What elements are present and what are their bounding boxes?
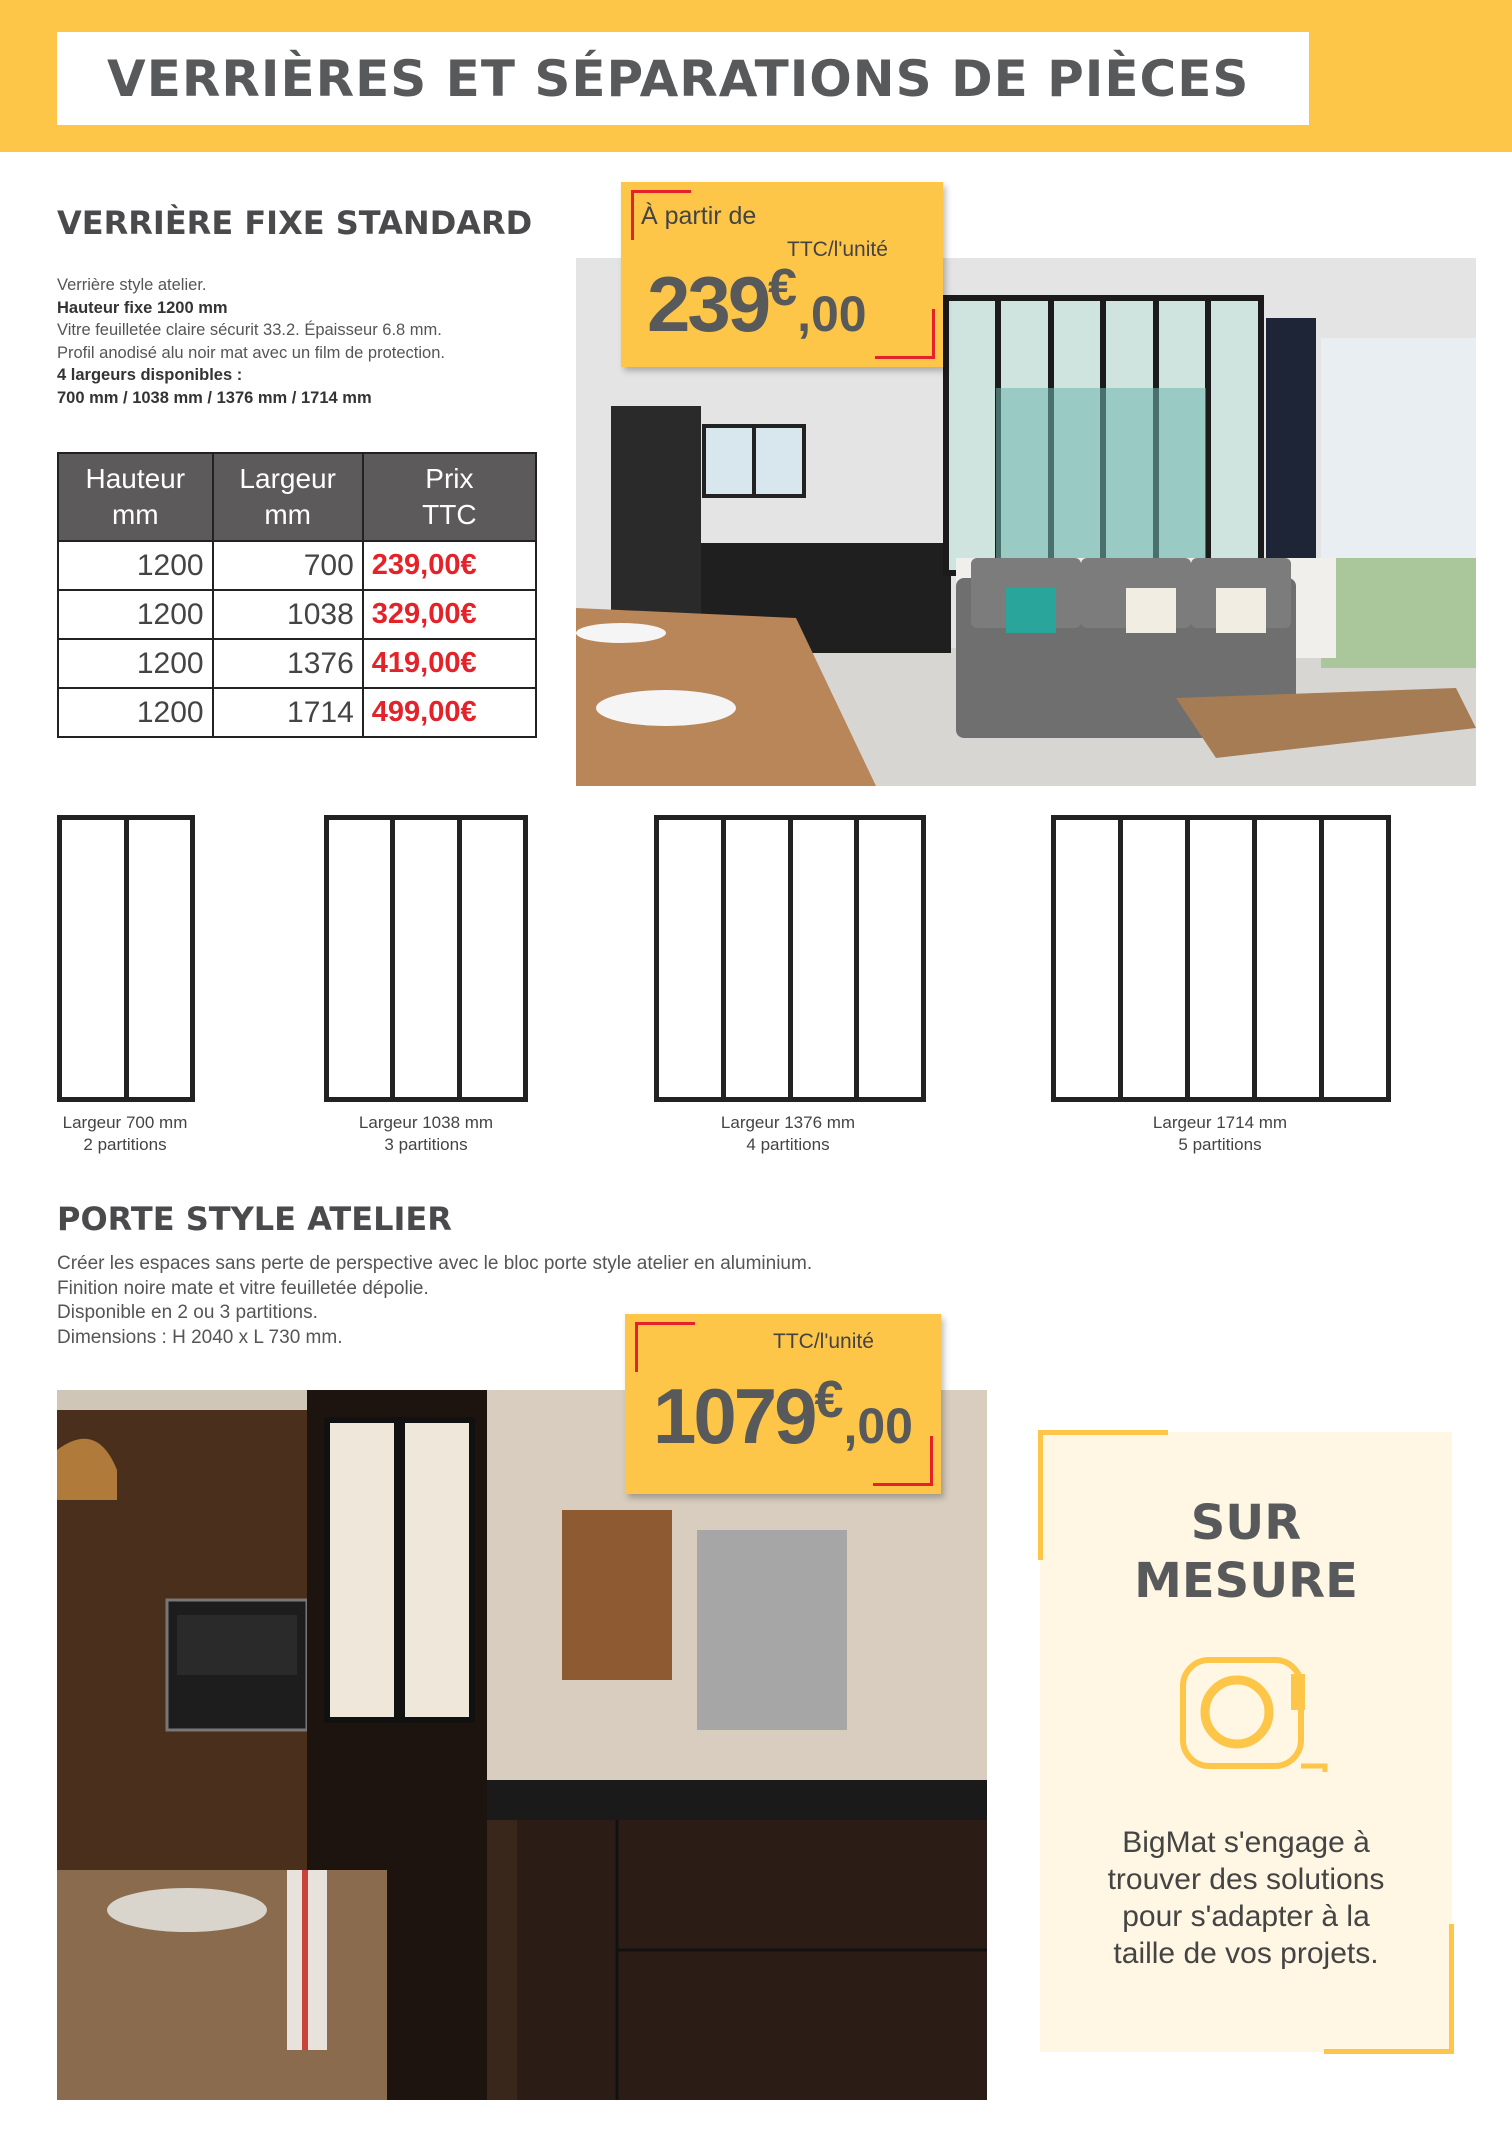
table-row [58,639,536,688]
sur-mesure-text [1040,1824,1452,1972]
desc-line: Profil anodisé alu noir mat avec un film de protection. [57,343,445,362]
cell-prix: 419,00€ [363,639,536,688]
desc-line: 700 mm / 1038 mm / 1376 mm / 1714 mm [57,388,372,407]
price-unit-label: TTC/l'unité [773,1330,874,1353]
partition-pane [859,820,921,1097]
tape-measure-icon-svg [1177,1654,1337,1784]
diagram-label-700 [15,1112,235,1156]
partition-pane [129,820,191,1097]
partition-pane [793,820,860,1097]
column-header-hauteur [58,453,213,541]
diagram-1714 [1051,815,1391,1102]
diagram-label-1038 [316,1112,536,1156]
text-line: pour s'adapter à la [1122,1900,1370,1933]
header-band [0,0,1512,152]
desc-line: Hauteur fixe 1200 mm [57,298,228,317]
cell-largeur: 1714 [213,688,363,737]
text-line: BigMat s'engage à [1122,1826,1370,1859]
kitchen-photo [57,1390,987,2100]
header-unit: mm [264,499,311,530]
partition-pane [62,820,129,1097]
width-label: Largeur 1714 mm [1152,1113,1288,1132]
page-title: VERRIÈRES ET SÉPARATIONS DE PIÈCES [107,49,1250,108]
header-unit: mm [111,499,159,530]
kitchen-illustration [57,1390,987,2100]
cell-largeur: 1038 [213,590,363,639]
tag-corner-accent [875,309,935,359]
cell-largeur: 1376 [213,639,363,688]
partition-pane [1257,820,1324,1097]
partition-pane [395,820,461,1097]
desc-line: 4 largeurs disponibles : [57,366,243,384]
header-label: Prix [425,463,474,494]
header-label: Largeur [239,463,336,494]
cell-prix: 499,00€ [363,688,536,737]
tape-measure-icon [1177,1654,1337,1789]
sur-mesure-box [1040,1432,1452,2052]
desc-line: Disponible en 2 ou 3 partitions. [57,1302,318,1323]
price-cents: ,00 [843,1398,913,1454]
cell-largeur: 700 [213,541,363,590]
price-amount [653,1371,913,1460]
table-header-row [58,453,536,541]
text-line: taille de vos projets. [1113,1937,1379,1970]
header-unit: TTC [422,499,477,530]
verriere-title: VERRIÈRE FIXE STANDARD [57,204,533,242]
desc-line: Dimensions : H 2040 x L 730 mm. [57,1326,343,1348]
diagram-label-1714 [1110,1112,1330,1156]
verriere-description [57,274,577,409]
partition-pane [1324,820,1386,1097]
header-label: Hauteur [85,463,186,494]
column-header-prix [363,453,536,541]
desc-line: Créer les espaces sans perte de perspective avec le bloc porte style atelier en aluminium. [57,1253,813,1274]
diagram-1376 [654,815,926,1102]
diagram-700 [57,815,195,1102]
cell-hauteur: 1200 [58,541,213,590]
partition-pane [1056,820,1123,1097]
width-label: Largeur 700 mm [62,1113,188,1132]
cell-prix: 329,00€ [363,590,536,639]
table-row [58,688,536,737]
partition-pane [462,820,523,1097]
partitions-label: 4 partitions [746,1135,830,1154]
price-tag-porte [625,1314,941,1494]
price-currency: € [768,259,798,317]
partitions-label: 3 partitions [384,1135,468,1154]
width-label: Largeur 1038 mm [358,1113,494,1132]
price-table [57,452,537,738]
price-from-label: À partir de [641,202,757,230]
price-unit-label: TTC/l'unité [787,238,888,261]
cell-prix: 239,00€ [363,541,536,590]
price-whole: 1079 [653,1372,815,1460]
cell-hauteur: 1200 [58,590,213,639]
partitions-label: 5 partitions [1178,1135,1262,1154]
title-line: MESURE [1134,1553,1358,1609]
partition-pane [1190,820,1257,1097]
table-row [58,541,536,590]
partition-pane [726,820,793,1097]
tag-corner-accent [635,1322,695,1372]
width-label: Largeur 1376 mm [720,1113,856,1132]
porte-title: PORTE STYLE ATELIER [57,1200,452,1238]
partition-pane [1123,820,1190,1097]
desc-line: Verrière style atelier. [57,276,207,294]
cell-hauteur: 1200 [58,688,213,737]
price-whole: 239 [647,260,769,348]
title-line: SUR [1190,1495,1302,1551]
partition-pane [329,820,395,1097]
desc-line: Finition noire mate et vitre feuilletée dépolie. [57,1277,429,1299]
title-box [57,32,1309,125]
partition-pane [659,820,726,1097]
price-amount [647,259,867,348]
price-tag-verriere [621,182,943,367]
desc-line: Vitre feuilletée claire sécurit 33.2. Épaisseur 6.8 mm. [57,321,442,339]
price-cents: ,00 [797,286,867,342]
sur-mesure-title [1040,1494,1452,1610]
column-header-largeur [213,453,363,541]
price-currency: € [814,1371,844,1429]
text-line: trouver des solutions [1107,1863,1385,1896]
cell-hauteur: 1200 [58,639,213,688]
partitions-label: 2 partitions [83,1135,167,1154]
diagram-label-1376 [678,1112,898,1156]
diagram-1038 [324,815,528,1102]
table-row [58,590,536,639]
